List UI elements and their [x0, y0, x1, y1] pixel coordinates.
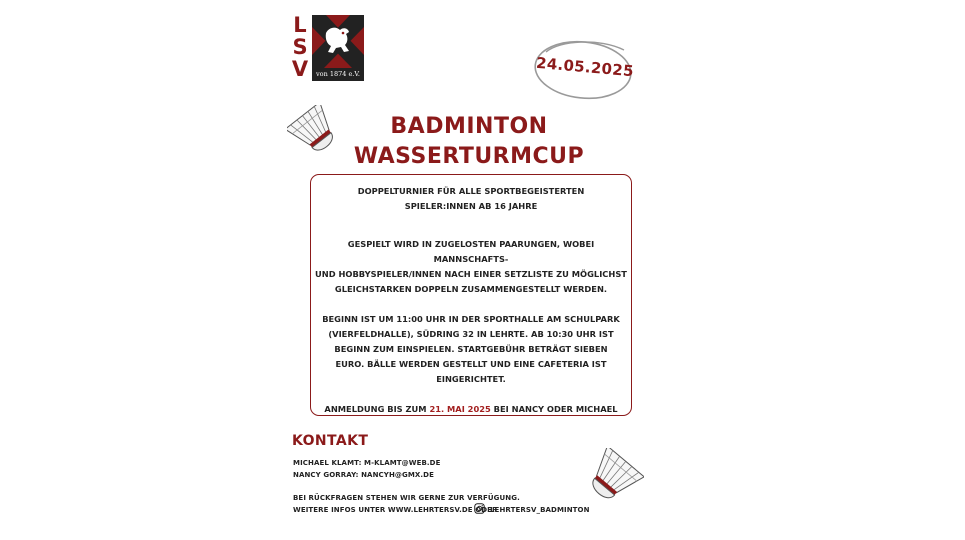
info-format-3: GLEICHSTARKEN DOPPELN ZUSAMMENGESTELLT WERDEN. [334, 284, 608, 294]
contact-questions-note: BEI RÜCKFRAGEN STEHEN WIR GERNE ZUR VERFÜGUNG. [293, 494, 520, 502]
title-line-2: WASSERTURMCUP [353, 144, 585, 169]
contact-nancy: NANCY GORRAY: NANCYH@GMX.DE [293, 471, 434, 479]
club-logo-letters [289, 14, 311, 80]
instagram-handle[interactable]: LEHRTERSV_BADMINTON [490, 506, 590, 514]
info-intro-1: DOPPELTURNIER FÜR ALLE SPORTBEGEISTERTEN [357, 186, 585, 196]
info-schedule-3: BEGINN ZUM EINSPIELEN. STARTGEBÜHR BETRÄGT SIEBEN [334, 344, 608, 354]
contact-more-info: WEITERE INFOS UNTER WWW.LEHRTERSV.DE ODER [293, 506, 498, 514]
info-format-2: UND HOBBYSPIELER/INNEN NACH EINER SETZLISTE ZU MÖGLICHST [315, 269, 627, 279]
contact-michael: MICHAEL KLAMT: M-KLAMT@WEB.DE [293, 459, 441, 467]
info-format-1: GESPIELT WIRD IN ZUGELOSTEN PAARUNGEN, WOBEI MANNSCHAFTS- [347, 239, 595, 264]
info-schedule-5: EINGERICHTET. [436, 374, 506, 384]
event-title [332, 112, 606, 172]
registration-suffix: BEI NANCY ODER MICHAEL [490, 404, 618, 414]
registration-line [311, 402, 631, 417]
event-info-box [310, 174, 632, 416]
info-schedule-4: EURO. BÄLLE WERDEN GESTELLT UND EINE CAFETERIA IST [335, 359, 607, 369]
logo-letter-s: S [292, 35, 308, 59]
info-schedule-2: (VIERFELDHALLE), SÜDRING 32 IN LEHRTE. AB 10:30 UHR IST [328, 329, 614, 339]
registration-prefix: ANMELDUNG BIS ZUM [324, 404, 430, 414]
shuttlecock-icon [578, 448, 644, 510]
instagram-icon [474, 503, 485, 514]
info-schedule-1: BEGINN IST UM 11:00 UHR IN DER SPORTHALLE AM SCHULPARK [322, 314, 620, 324]
event-date: 24.05.2025 [535, 53, 635, 81]
info-intro-2: SPIELER:INNEN AB 16 JAHRE [404, 201, 538, 211]
title-line-1: BADMINTON [390, 114, 548, 139]
logo-letter-v: V [291, 57, 309, 81]
logo-letter-l: L [293, 13, 307, 37]
registration-deadline: 21. MAI 2025 [429, 404, 491, 414]
contact-heading: KONTAKT [292, 433, 369, 449]
logo-caption: von 1874 e.V. [312, 68, 364, 81]
